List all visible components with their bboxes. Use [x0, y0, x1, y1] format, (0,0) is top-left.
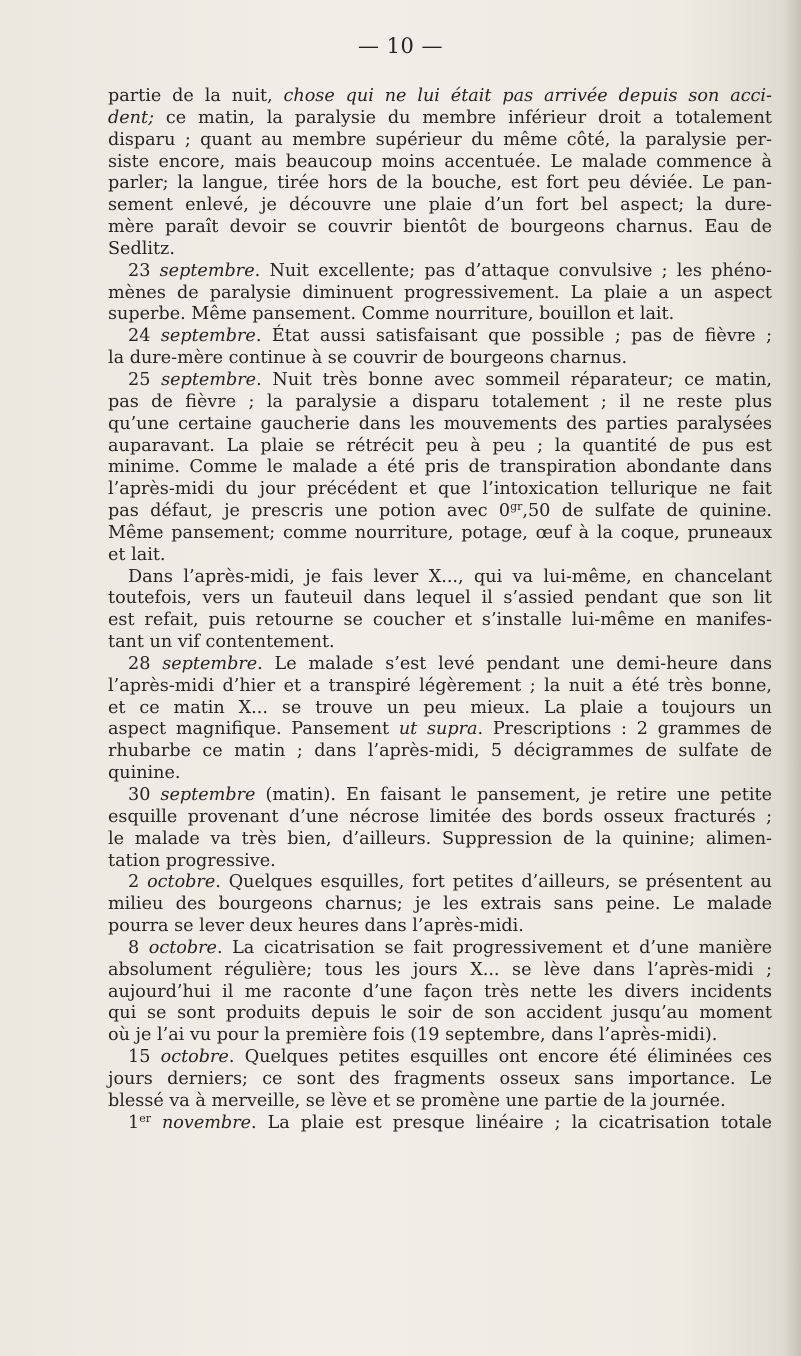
- text-run: blessé va à merveille, se lève et se promène une partie de la journée.: [108, 1090, 726, 1111]
- text-line: [108, 130, 772, 152]
- text-line: [108, 479, 772, 501]
- text-run: . Le malade s’est levé pendant une demi-heure dans: [257, 653, 772, 674]
- text-run: milieu des bourgeons charnus; je les extrais sans peine. Le malade: [108, 894, 772, 915]
- text-run: . Nuit excellente; pas d’attaque convulsive ; les phéno-: [254, 260, 773, 281]
- text-line: [108, 392, 772, 414]
- text-line: [108, 261, 772, 283]
- text-run: Sedlitz.: [108, 238, 175, 259]
- italic-text: novembre: [161, 1112, 252, 1133]
- italic-text: octobre: [147, 872, 216, 893]
- italic-text: octobre: [160, 1047, 229, 1068]
- text-run: aujourd’hui il me raconte d’une façon très nette les divers incidents: [108, 981, 772, 1002]
- text-line: [108, 632, 772, 654]
- text-line: [108, 414, 772, 436]
- italic-text: septembre: [160, 785, 256, 805]
- text-run: et ce matin X... se trouve un peu mieux. La plaie a toujours un: [108, 697, 772, 718]
- text-line: [108, 982, 772, 1004]
- text-run: . Quelques petites esquilles ont encore été éliminées ces: [228, 1047, 772, 1068]
- text-line: [108, 807, 772, 829]
- text-line: [108, 872, 772, 894]
- italic-text: septembre: [159, 260, 255, 281]
- text-run: et lait.: [108, 544, 166, 565]
- text-line: [108, 326, 772, 348]
- text-line: [108, 719, 772, 741]
- text-run: . La plaie est presque linéaire ; la cicatrisation totale: [251, 1112, 772, 1133]
- text-line: [108, 86, 772, 108]
- text-line: [108, 523, 772, 545]
- text-run: 23: [128, 260, 160, 281]
- text-line: [108, 1091, 772, 1113]
- text-run: jours derniers; ce sont des fragments osseux sans importance. Le: [108, 1068, 772, 1089]
- text-run: aspect magnifique. Pansement: [108, 719, 399, 740]
- text-run: . La cicatrisation se fait progressivement et d’une manière: [216, 937, 772, 958]
- text-line: [108, 741, 772, 763]
- text-run: 2: [128, 872, 148, 893]
- text-run: qu’une certaine gaucherie dans les mouvements des parties paralysées: [108, 413, 772, 434]
- text-line: [108, 588, 772, 610]
- text-line: [108, 108, 772, 130]
- text-run: 1: [128, 1112, 140, 1133]
- text-run: tant un vif contentement.: [108, 632, 335, 653]
- text-line: [108, 1025, 772, 1047]
- page-number: — 10 —: [357, 34, 444, 58]
- text-run: 28: [128, 653, 163, 674]
- text-run: mère paraît devoir se couvrir bientôt de bourgeons charnus. Eau de: [108, 217, 772, 238]
- text-run: est refait, puis retourne se coucher et s’installe lui-même en manifes-: [108, 610, 772, 631]
- text-line: [108, 457, 772, 479]
- superscript-text: gr: [510, 500, 523, 514]
- text-run: ,50 de sulfate de quinine.: [522, 501, 773, 522]
- italic-text: septembre: [161, 369, 257, 390]
- text-run: disparu ; quant au membre supérieur du même côté, la paralysie per-: [108, 129, 772, 150]
- text-run: Dans l’après-midi, je fais lever X..., qui va lui-même, en chancelant: [128, 566, 772, 587]
- text-run: minime. Comme le malade a été pris de transpiration abondante dans: [108, 457, 772, 478]
- italic-text: septembre: [160, 326, 256, 347]
- text-run: où je l’ai vu pour la première fois (19 septembre, dans l’après-midi).: [108, 1025, 718, 1046]
- text-line: [108, 239, 772, 261]
- text-line: [108, 938, 772, 960]
- text-run: l’après-midi du jour précédent et que l’intoxication tellurique ne fait: [108, 479, 772, 500]
- text-line: [108, 217, 772, 239]
- text-run: . État aussi satisfaisant que possible ; pas de fièvre ;: [255, 326, 773, 347]
- text-run: pourra se lever deux heures dans l’après-midi.: [108, 916, 524, 937]
- text-run: mènes de paralysie diminuent progressivement. La plaie a un aspect: [108, 282, 772, 303]
- text-run: la dure-mère continue à se couvrir de bourgeons charnus.: [108, 348, 628, 369]
- text-run: . Prescriptions : 2 grammes de: [477, 719, 772, 740]
- text-line: [108, 894, 772, 916]
- text-run: 25: [128, 369, 162, 390]
- italic-text: chose qui ne lui était pas arrivée depuis son acci-: [283, 86, 772, 106]
- text-line: [108, 283, 772, 305]
- text-line: [108, 370, 772, 392]
- text-line: [108, 676, 772, 698]
- italic-text: septembre: [162, 653, 258, 674]
- text-line: [108, 763, 772, 785]
- page-edge-shadow: [783, 0, 801, 1356]
- text-line: [108, 916, 772, 938]
- text-line: [108, 1047, 772, 1069]
- text-run: Même pansement; comme nourriture, potage, œuf à la coque, pruneaux: [108, 522, 772, 543]
- text-line: [108, 960, 772, 982]
- text-run: superbe. Même pansement. Comme nourriture, bouillon et lait.: [108, 304, 675, 325]
- body-text: [108, 86, 772, 1135]
- text-run: (matin). En faisant le pansement, je retire une petite: [255, 785, 772, 805]
- text-run: qui se sont produits depuis le soir de son accident jusqu’au moment: [108, 1003, 772, 1024]
- superscript-text: er: [139, 1111, 151, 1125]
- text-line: [108, 436, 772, 458]
- text-run: le malade va très bien, d’ailleurs. Suppression de la quinine; alimen-: [108, 828, 772, 849]
- italic-text: dent;: [108, 107, 155, 128]
- text-line: [108, 304, 772, 326]
- text-line: [108, 829, 772, 851]
- text-run: pas défaut, je prescris une potion avec 0: [108, 501, 511, 522]
- text-run: toutefois, vers un fauteuil dans lequel il s’assied pendant que son lit: [108, 588, 772, 609]
- text-run: siste encore, mais beaucoup moins accentuée. Le malade commence à: [108, 151, 772, 172]
- italic-text: octobre: [148, 937, 217, 958]
- text-run: ce matin, la paralysie du membre inférieur droit a totalement: [154, 107, 772, 128]
- text-run: l’après-midi d’hier et a transpiré légèrement ; la nuit a été très bonne,: [108, 675, 772, 696]
- text-run: rhubarbe ce matin ; dans l’après-midi, 5 décigrammes de sulfate de: [108, 741, 772, 762]
- text-line: [108, 501, 772, 523]
- text-run: sement enlevé, je découvre une plaie d’un fort bel aspect; la dure-: [108, 195, 772, 216]
- text-run: pas de fièvre ; la paralysie a disparu totalement ; il ne reste plus: [108, 391, 772, 412]
- text-line: [108, 152, 772, 174]
- text-line: [108, 1069, 772, 1091]
- text-run: [151, 1113, 162, 1133]
- text-line: [108, 195, 772, 217]
- text-line: [108, 348, 772, 370]
- text-line: [108, 173, 772, 195]
- text-line: [108, 545, 772, 567]
- text-line: [108, 785, 772, 807]
- text-run: . Nuit très bonne avec sommeil réparateur; ce matin,: [256, 369, 772, 390]
- text-line: [108, 1113, 772, 1135]
- text-run: 24: [128, 326, 161, 347]
- text-run: partie de la nuit,: [108, 86, 284, 106]
- text-run: parler; la langue, tirée hors de la bouche, est fort peu déviée. Le pan-: [108, 173, 772, 194]
- text-run: absolument régulière; tous les jours X... se lève dans l’après-midi ;: [108, 959, 772, 980]
- italic-text: ut supra: [398, 719, 478, 740]
- text-run: auparavant. La plaie se rétrécit peu à peu ; la quantité de pus est: [108, 435, 772, 456]
- text-run: esquille provenant d’une nécrose limitée des bords osseux fracturés ;: [108, 806, 772, 827]
- text-run: quinine.: [108, 763, 181, 784]
- text-line: [108, 654, 772, 676]
- text-line: [108, 567, 772, 589]
- text-run: 8: [128, 937, 149, 958]
- text-line: [108, 698, 772, 720]
- text-run: 15: [128, 1047, 161, 1068]
- text-line: [108, 1003, 772, 1025]
- text-run: tation progressive.: [108, 850, 276, 871]
- text-line: [108, 851, 772, 873]
- text-run: . Quelques esquilles, fort petites d’ailleurs, se présentent au: [215, 872, 772, 893]
- text-line: [108, 610, 772, 632]
- text-run: 30: [128, 785, 161, 805]
